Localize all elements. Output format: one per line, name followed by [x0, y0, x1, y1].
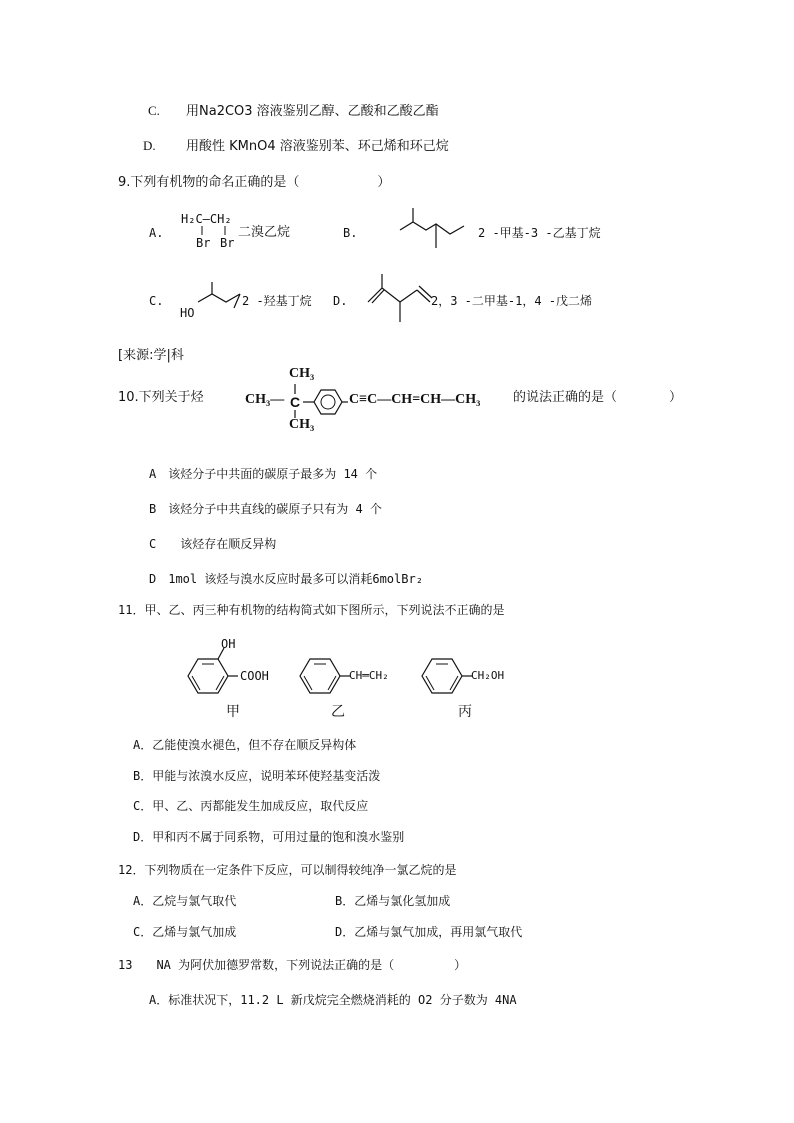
- q9-a-letter: A.: [149, 226, 164, 240]
- source-note: [来源:学|科: [118, 348, 184, 363]
- q9-d-skeletal-structure: [362, 272, 432, 327]
- q9-d-name: 2，3 -二甲基-1，4 -戊二烯: [431, 294, 593, 308]
- q10-quaternary-carbon-and-benzene: [290, 378, 350, 428]
- q10-option-b: B 该烃分子中共直线的碳原子只有为 4 个: [149, 502, 382, 516]
- q11-bing-ch2oh: CH₂OH: [471, 669, 505, 682]
- q9-b-letter: B.: [343, 226, 358, 240]
- q9-stem: 9.下列有机物的命名正确的是（ ）: [118, 175, 391, 190]
- q11-option-c: C．甲、乙、丙都能发生加成反应，取代反应: [133, 799, 369, 813]
- q13-option-a: A．标准状况下，11.2 L 新戊烷完全燃烧消耗的 O2 分子数为 4NA: [149, 993, 517, 1007]
- q11-yi-vinyl: CH═CH₂: [349, 669, 389, 682]
- q11-option-a: A．乙能使溴水褪色，但不存在顺反异构体: [133, 738, 357, 752]
- q10-stem-prefix: 10.下列关于烃: [118, 390, 204, 405]
- svg-text:C: C: [290, 394, 301, 410]
- q12-option-d: D．乙烯与氯气加成，再用氯气取代: [335, 925, 523, 939]
- q11-bing-label: 丙: [458, 704, 472, 720]
- q10-ch3-bottom: CH₃: [289, 417, 315, 432]
- q12-option-b: B．乙烯与氯化氢加成: [335, 894, 451, 908]
- q8-option-c-text: 用Na2CO3 溶液鉴别乙醇、乙酸和乙酸乙酯: [186, 104, 439, 119]
- q9-a-br-left: Br: [196, 236, 211, 250]
- q11-jia-cooh: COOH: [240, 669, 269, 683]
- q13-stem: 13 NA 为阿伏加德罗常数，下列说法正确的是（ ）: [118, 958, 467, 972]
- q9-a-structure-top: H₂C—CH₂: [181, 212, 232, 226]
- q9-a-name: 二溴乙烷: [238, 225, 291, 240]
- q12-stem: 12．下列物质在一定条件下反应，可以制得较纯净一氯乙烷的是: [118, 863, 457, 877]
- q11-jia-salicylic-acid-structure: [186, 638, 286, 708]
- q11-option-d: D．甲和丙不属于同系物，可用过量的饱和溴水鉴别: [133, 830, 405, 844]
- q10-option-c: C 该烃存在顺反异构: [149, 537, 277, 551]
- q10-chain: C≡C—CH=CH—CH₃: [349, 392, 481, 407]
- q9-b-name: 2 -甲基-3 -乙基丁烷: [478, 226, 601, 240]
- q8-option-c-letter: C.: [148, 103, 160, 118]
- q9-c-letter: C.: [149, 294, 164, 308]
- q10-stem-suffix: 的说法正确的是（ ）: [513, 390, 683, 405]
- q10-ch3-left: CH₃—: [245, 392, 285, 407]
- q9-b-skeletal-structure: [398, 206, 468, 251]
- q11-jia-label: 甲: [226, 704, 240, 720]
- q10-option-d: D 1mol 该烃与溴水反应时最多可以消耗6molBr₂: [149, 572, 423, 586]
- q10-ch3-top: CH₃: [289, 366, 315, 381]
- q9-c-ho-label: HO: [180, 306, 195, 320]
- q9-a-br-right: Br: [220, 236, 235, 250]
- q11-stem: 11．甲、乙、丙三种有机物的结构简式如下图所示，下列说法不正确的是: [118, 603, 505, 617]
- q12-option-a: A．乙烷与氯气取代: [133, 894, 237, 908]
- q9-d-letter: D.: [333, 294, 348, 308]
- q11-option-b: B．甲能与浓溴水反应，说明苯环使羟基变活泼: [133, 769, 381, 783]
- q10-option-a: A 该烃分子中共面的碳原子最多为 14 个: [149, 467, 378, 481]
- q8-option-d-letter: D.: [143, 138, 156, 153]
- q8-option-d-text: 用酸性 KMnO4 溶液鉴别苯、环己烯和环己烷: [186, 139, 449, 154]
- q11-yi-label: 乙: [331, 704, 345, 720]
- q12-option-c: C．乙烯与氯气加成: [133, 925, 237, 939]
- q9-c-name: 2 -羟基丁烷: [242, 294, 312, 308]
- q11-jia-oh: OH: [221, 637, 236, 651]
